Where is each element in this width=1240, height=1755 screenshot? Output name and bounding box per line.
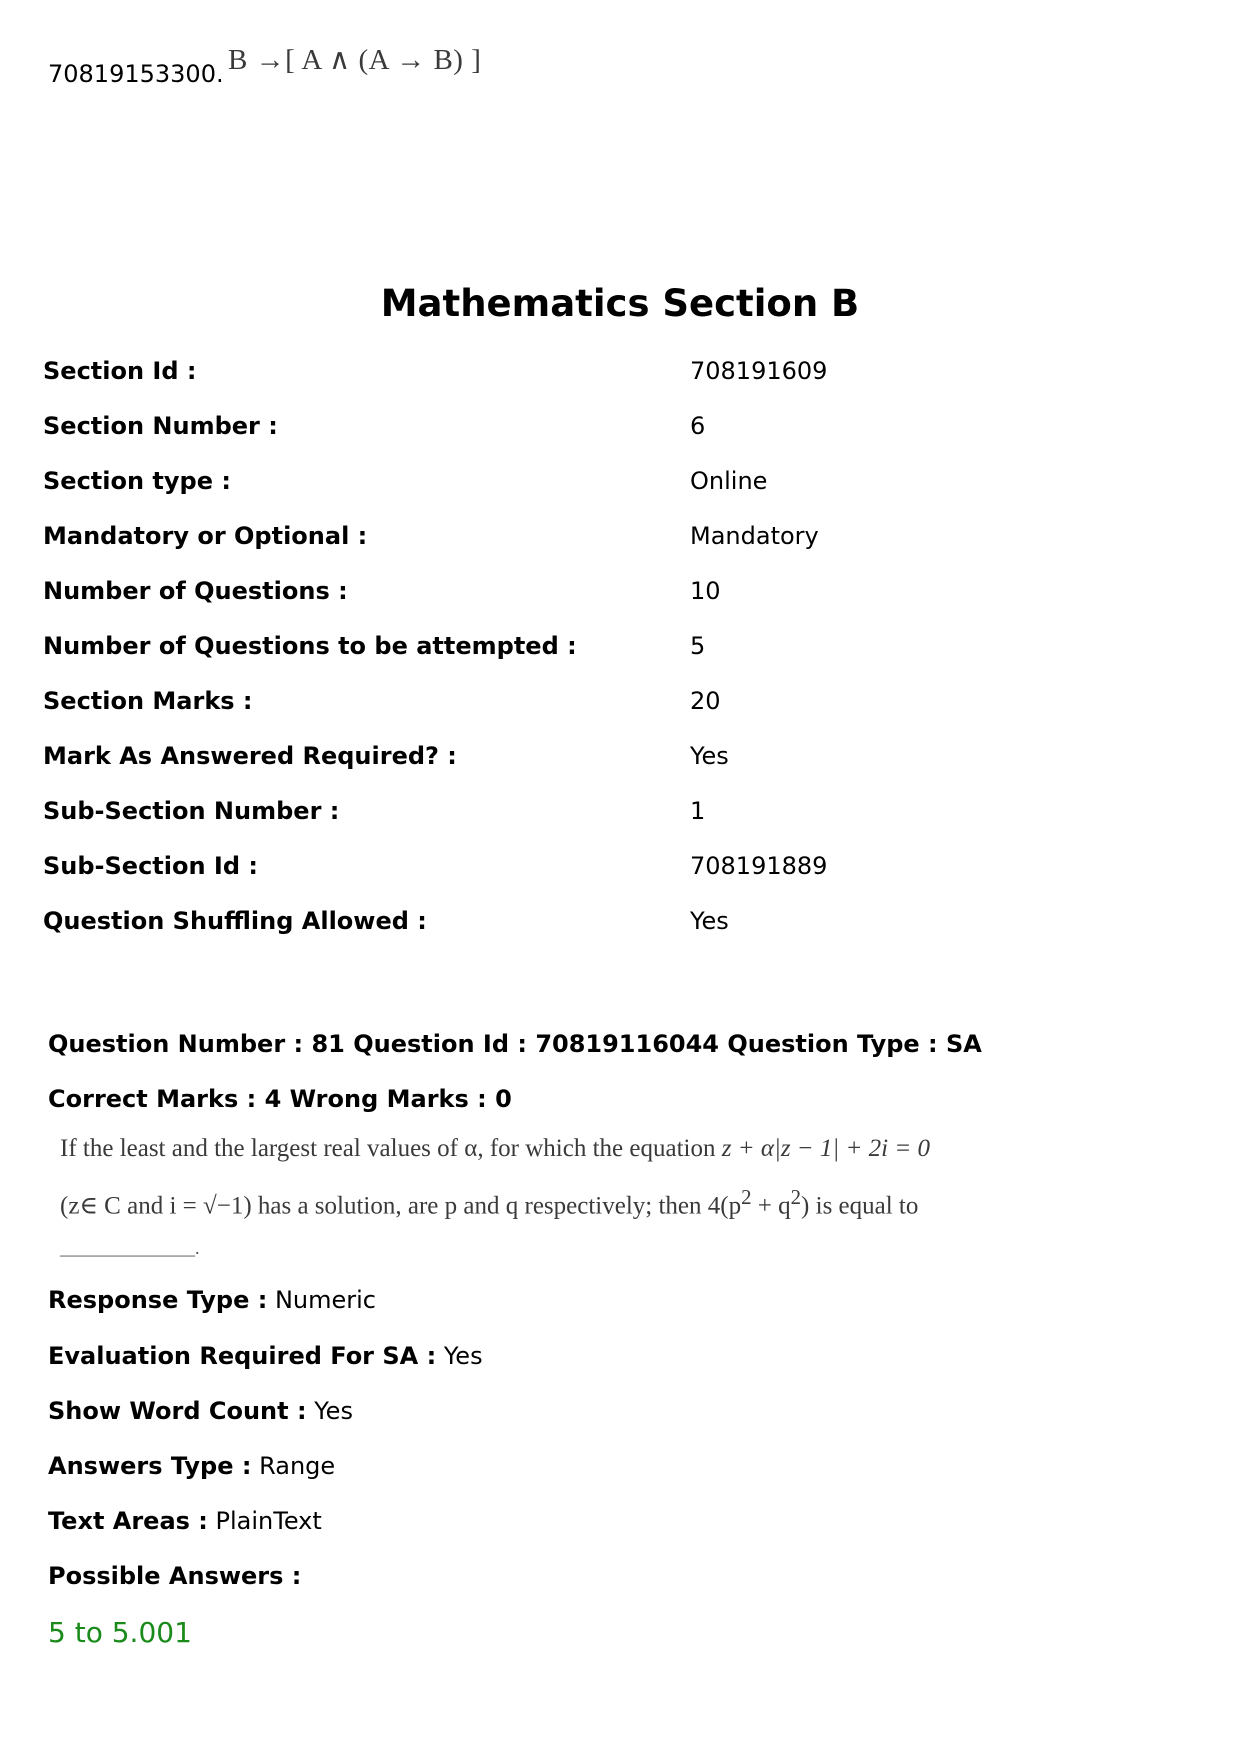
info-row-subsection-id xyxy=(0,852,1240,892)
question-text: + q xyxy=(751,1192,791,1220)
info-row-mark-answered xyxy=(0,742,1240,782)
info-value: 708191889 xyxy=(690,852,828,880)
info-row-section-type xyxy=(0,467,1240,507)
evaluation-value: Yes xyxy=(443,1342,483,1370)
text-areas-label: Text Areas : xyxy=(48,1507,208,1535)
evaluation-required xyxy=(48,1342,483,1370)
info-row-mandatory xyxy=(0,522,1240,562)
possible-answer: 5 to 5.001 xyxy=(48,1616,192,1649)
question-text: (z∈ C and i = √−1) has a solution, are p and q respectively; then 4(p xyxy=(60,1192,742,1220)
possible-answers-label: Possible Answers : xyxy=(48,1562,302,1590)
info-label: Section Id : xyxy=(43,357,197,385)
info-row-section-marks xyxy=(0,687,1240,727)
info-row-num-attempt xyxy=(0,632,1240,672)
info-label: Number of Questions : xyxy=(43,577,348,605)
info-value: 10 xyxy=(690,577,721,605)
info-value: Mandatory xyxy=(690,522,819,550)
word-count-label: Show Word Count : xyxy=(48,1397,307,1425)
section-title: Mathematics Section B xyxy=(380,282,860,325)
option-expression: B →[ A ∧ (A → B) ] xyxy=(228,44,482,76)
question-text: If the least and the largest real values of α, for which the equation xyxy=(60,1135,716,1162)
info-value: Yes xyxy=(690,742,729,770)
info-value: 20 xyxy=(690,687,721,715)
answer-blank: _______________. xyxy=(60,1238,200,1258)
info-value: 708191609 xyxy=(690,357,828,385)
info-label: Mandatory or Optional : xyxy=(43,522,368,550)
superscript: 2 xyxy=(790,1185,802,1209)
show-word-count xyxy=(48,1397,353,1425)
info-value: 5 xyxy=(690,632,706,660)
info-value: 1 xyxy=(690,797,706,825)
info-label: Mark As Answered Required? : xyxy=(43,742,457,770)
info-value: 6 xyxy=(690,412,706,440)
answers-type-value: Range xyxy=(259,1452,336,1480)
info-row-section-number xyxy=(0,412,1240,452)
info-label: Number of Questions to be attempted : xyxy=(43,632,577,660)
word-count-value: Yes xyxy=(314,1397,353,1425)
info-label: Question Shuffling Allowed : xyxy=(43,907,427,935)
answers-type-label: Answers Type : xyxy=(48,1452,252,1480)
question-equation: z + α|z − 1| + 2i = 0 xyxy=(721,1135,930,1162)
info-row-section-id xyxy=(0,357,1240,397)
text-areas-value: PlainText xyxy=(215,1507,322,1535)
superscript: 2 xyxy=(741,1185,752,1209)
evaluation-label: Evaluation Required For SA : xyxy=(48,1342,437,1370)
info-label: Section Marks : xyxy=(43,687,253,715)
info-value: Online xyxy=(690,467,768,495)
question-header: Question Number : 81 Question Id : 70819116044 Question Type : SA xyxy=(48,1030,982,1058)
info-label: Section type : xyxy=(43,467,231,495)
info-label: Sub-Section Id : xyxy=(43,852,258,880)
response-type xyxy=(48,1286,376,1314)
response-type-label: Response Type : xyxy=(48,1286,268,1314)
question-text: ) is equal to xyxy=(801,1192,919,1220)
info-row-num-questions xyxy=(0,577,1240,617)
response-type-value: Numeric xyxy=(274,1286,376,1314)
question-text-line-1 xyxy=(60,1135,930,1163)
question-text-line-2 xyxy=(60,1185,918,1220)
info-value: Yes xyxy=(690,907,729,935)
info-label: Sub-Section Number : xyxy=(43,797,340,825)
answers-type xyxy=(48,1452,335,1480)
option-id: 70819153300. xyxy=(48,60,224,88)
text-areas xyxy=(48,1507,322,1535)
question-marks: Correct Marks : 4 Wrong Marks : 0 xyxy=(48,1085,512,1113)
info-row-subsection-number xyxy=(0,797,1240,837)
info-label: Section Number : xyxy=(43,412,278,440)
info-row-shuffling xyxy=(0,907,1240,947)
